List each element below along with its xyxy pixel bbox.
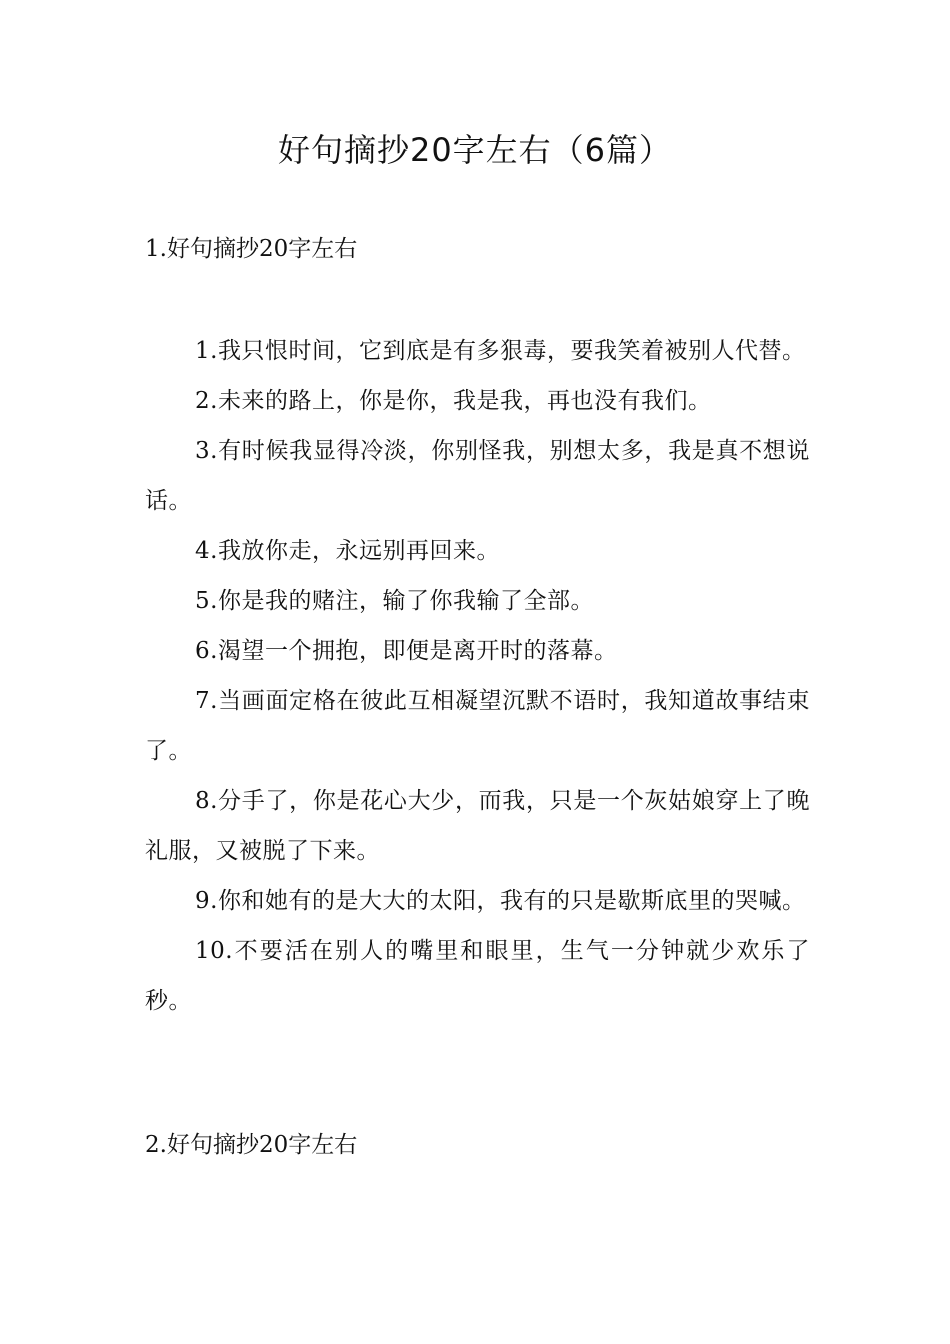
paragraph-2: 2.未来的路上，你是你，我是我，再也没有我们。 — [195, 388, 712, 414]
paragraph-6: 6.渴望一个拥抱，即便是离开时的落幕。 — [195, 638, 618, 664]
paragraph-5: 5.你是我的赌注，输了你我输了全部。 — [195, 588, 594, 614]
paragraph-7: 7.当画面定格在彼此互相凝望沉默不语时，我知道故事结束了。 — [145, 688, 810, 764]
section-1-body — [145, 326, 810, 1026]
paragraph-10: 10.不要活在别人的嘴里和眼里，生气一分钟就少欢乐了秒。 — [145, 938, 810, 1014]
paragraph-8: 8.分手了，你是花心大少，而我，只是一个灰姑娘穿上了晚礼服，又被脱了下来。 — [145, 788, 810, 864]
section-heading-2: 2.好句摘抄20字左右 — [145, 1132, 358, 1158]
paragraph-9: 9.你和她有的是大大的太阳，我有的只是歇斯底里的哭喊。 — [195, 888, 806, 914]
document-title: 好句摘抄20字左右（6篇） — [277, 131, 673, 169]
paragraph-4: 4.我放你走，永远别再回来。 — [195, 538, 500, 564]
paragraph-1: 1.我只恨时间，它到底是有多狠毒，要我笑着被别人代替。 — [195, 338, 806, 364]
section-heading-1: 1.好句摘抄20字左右 — [145, 236, 358, 262]
paragraph-3: 3.有时候我显得冷淡，你别怪我，别想太多，我是真不想说话。 — [145, 438, 810, 514]
